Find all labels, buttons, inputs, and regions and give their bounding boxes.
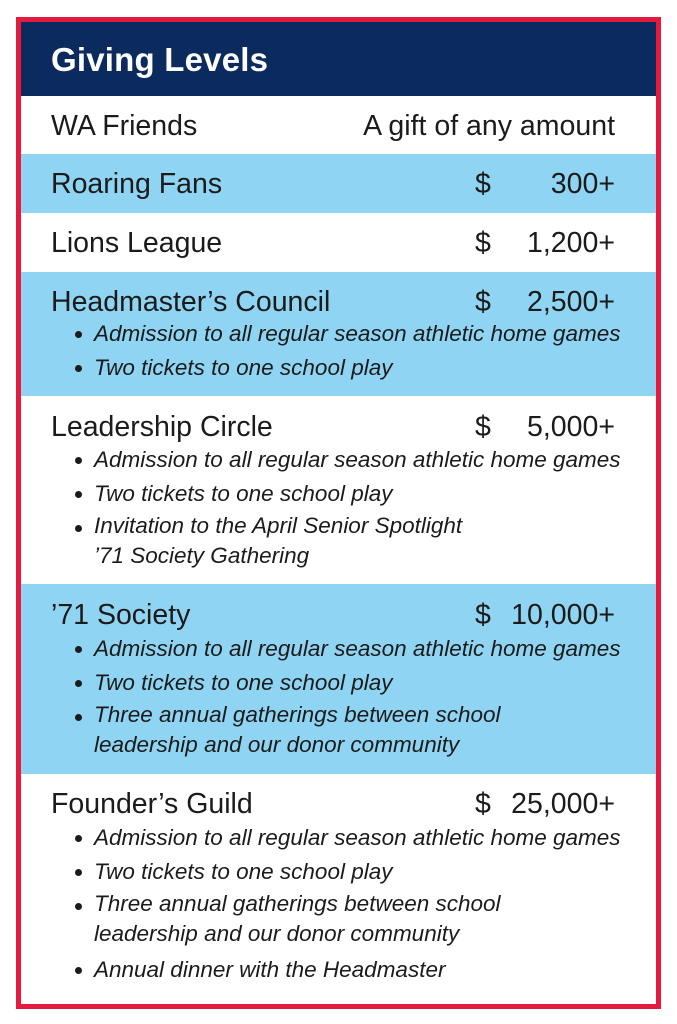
level-name: Roaring Fans bbox=[51, 168, 223, 200]
benefit-item: Annual dinner with the Headmaster bbox=[73, 953, 593, 987]
level-name: Headmaster’s Council bbox=[51, 286, 331, 318]
level-name: WA Friends bbox=[51, 110, 198, 142]
benefit-item: Two tickets to one school play bbox=[73, 351, 633, 385]
page-title: Giving Levels bbox=[51, 41, 269, 78]
benefits-list bbox=[73, 443, 621, 575]
level-row-headmasters-council bbox=[21, 272, 656, 396]
level-amount: 2,500+ bbox=[527, 286, 615, 318]
benefits-list bbox=[73, 821, 621, 987]
benefit-item: Admission to all regular season athletic home games bbox=[73, 632, 593, 666]
level-name: Leadership Circle bbox=[51, 411, 273, 443]
giving-levels-card bbox=[16, 17, 661, 1009]
level-amount: 5,000+ bbox=[527, 411, 615, 443]
level-row-roaring-fans bbox=[21, 154, 656, 213]
level-amount: 300+ bbox=[550, 168, 615, 200]
level-name: Lions League bbox=[51, 227, 223, 259]
benefit-item: Invitation to the April Senior Spotlight ’71 Society Gathering bbox=[73, 511, 463, 575]
level-row-lions-league bbox=[21, 213, 656, 272]
level-amount: 10,000+ bbox=[511, 599, 615, 631]
benefit-item: Two tickets to one school play bbox=[73, 855, 593, 889]
level-currency: $ bbox=[475, 599, 491, 631]
level-row-founders-guild bbox=[21, 774, 656, 1004]
header-bar bbox=[21, 22, 656, 96]
level-currency: $ bbox=[475, 788, 491, 820]
level-name: ’71 Society bbox=[51, 599, 191, 631]
level-row-wa-friends bbox=[21, 96, 656, 154]
benefits-list bbox=[73, 632, 621, 764]
benefit-item: Admission to all regular season athletic home games bbox=[73, 443, 463, 477]
level-currency: $ bbox=[475, 286, 491, 318]
benefit-item: Three annual gatherings between school leadership and our donor community bbox=[73, 700, 593, 764]
benefit-item: Two tickets to one school play bbox=[73, 477, 463, 511]
level-name: Founder’s Guild bbox=[51, 788, 253, 820]
level-currency: $ bbox=[475, 227, 491, 259]
level-row-leadership-circle bbox=[21, 396, 656, 584]
level-amount: 25,000+ bbox=[511, 788, 615, 820]
level-currency: $ bbox=[475, 168, 491, 200]
benefit-item: Admission to all regular season athletic home games bbox=[73, 821, 593, 855]
level-amount: 1,200+ bbox=[527, 227, 615, 259]
benefit-item: Three annual gatherings between school leadership and our donor community bbox=[73, 889, 593, 953]
benefit-item: Admission to all regular season athletic home games bbox=[73, 317, 633, 351]
level-currency: $ bbox=[475, 411, 491, 443]
level-row-71-society bbox=[21, 584, 656, 774]
benefit-item: Two tickets to one school play bbox=[73, 666, 593, 700]
level-amount: A gift of any amount bbox=[363, 110, 615, 142]
benefits-list bbox=[73, 317, 633, 385]
